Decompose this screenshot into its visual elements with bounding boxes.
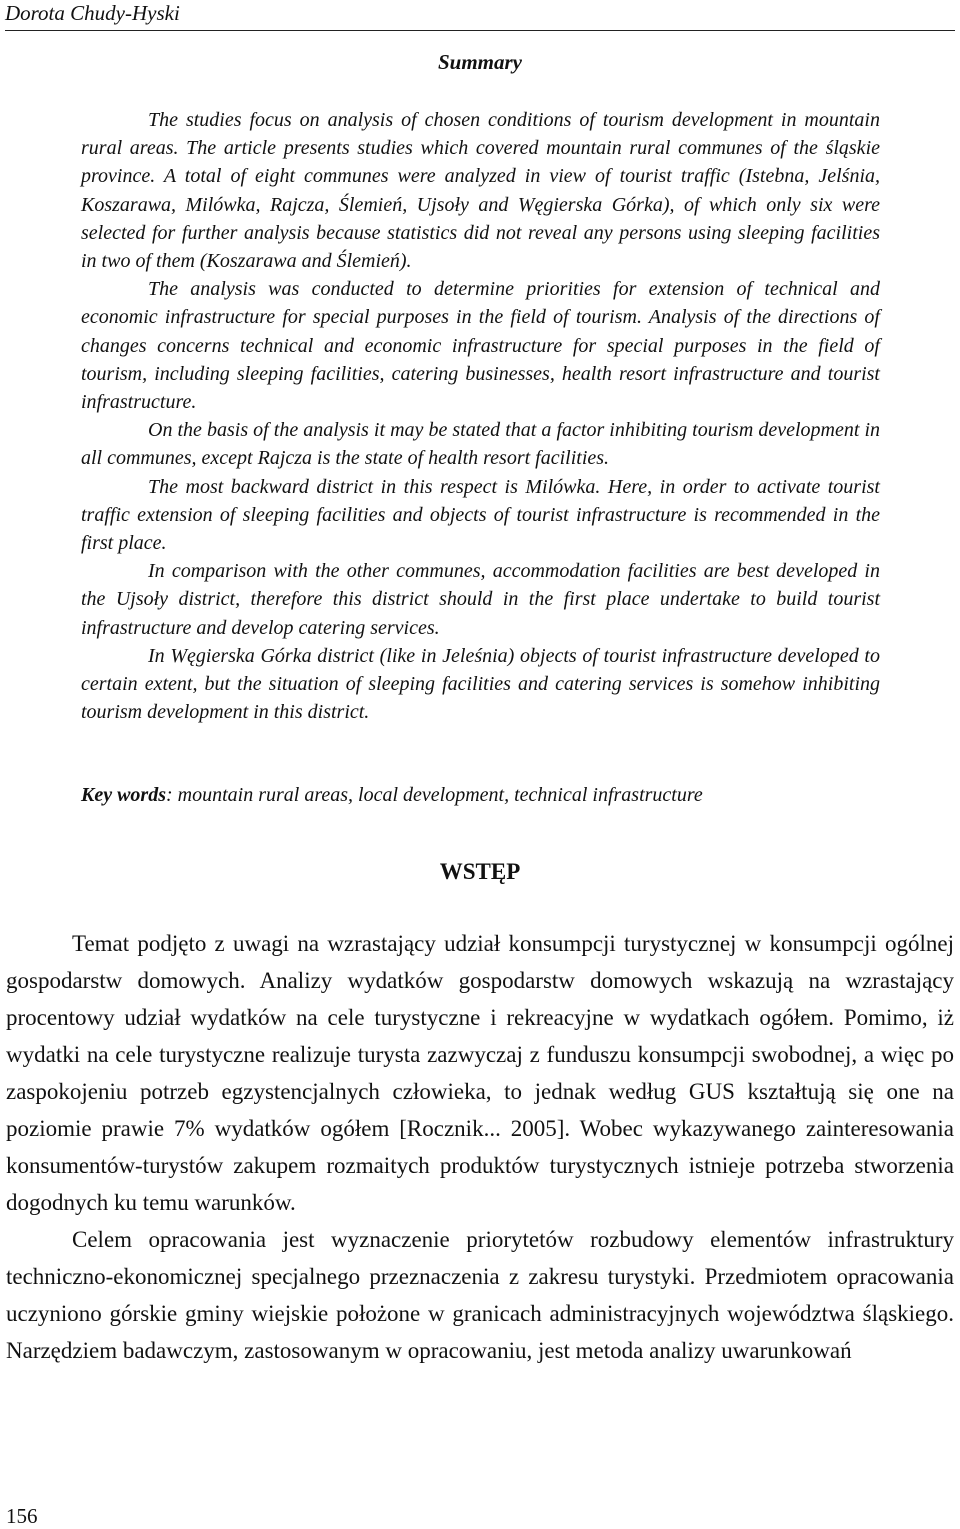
abstract <box>81 106 880 726</box>
page-number: 156 <box>6 1504 38 1528</box>
keywords-label: Key words <box>81 784 166 806</box>
body-text <box>6 925 954 1369</box>
abstract-paragraph: On the basis of the analysis it may be stated that a factor inhibiting tourism development in all communes, except Rajcza is the state of health resort facilities. <box>81 419 880 470</box>
keywords <box>81 781 880 809</box>
page-header <box>5 0 955 31</box>
abstract-paragraph: The most backward district in this respect is Milówka. Here, in order to activate tourist traffic extension of sleeping facilities and objects of tourist infrastructure is recommended in the first place. <box>81 475 880 555</box>
keywords-text: : mountain rural areas, local development, technical infrastructure <box>166 784 703 806</box>
section-title: WSTĘP <box>439 859 521 884</box>
abstract-paragraph: In Węgierska Górka district (like in Jeleśnia) objects of tourist infrastructure developed to certain extent, but the situation of sleeping facilities and catering services is somehow inhibiting tourism development in this district. <box>81 644 880 724</box>
summary-title: Summary <box>437 50 523 74</box>
abstract-paragraph: In comparison with the other communes, accommodation facilities are best developed in the Ujsoły district, therefore this district should in the first place undertake to build tourist infrastructure and develop catering services. <box>81 560 880 639</box>
body-paragraph: Temat podjęto z uwagi na wzrastający udział konsumpcji turystycznej w konsumpcji ogólnej gospodarstw domowych. Analizy wydatków gospodarstw domowych wskazują na wzrastający procentowy udział wydatków na cele turystyczne i rekreacyjne w wydatkach ogółem. Pomimo, iż wydatki na cele turystyczne realizuje turysta zazwyczaj z funduszu konsumpcji swobodnej, a więc po zaspokojeniu potrzeb egzystencjalnych człowieka, to jednak według GUS kształtują się one na poziomie prawie 7% wydatków ogółem [Rocznik... 2005]. Wobec wykazywanego zainteresowania konsumentów-turystów zakupem rozmaitych produktów turystycznych istnieje potrzeba stworzenia dogodnych ku temu warunków. <box>6 931 954 1215</box>
abstract-paragraph: The analysis was conducted to determine priorities for extension of technical and economic infrastructure for special purposes in the field of tourism. Analysis of the directions of changes concerns technical and economic infrastructure for special purposes in the field of tourism, including sleeping facilities, catering businesses, health resort infrastructure and tourist infrastructure. <box>81 278 880 414</box>
running-head: Dorota Chudy-Hyski <box>5 1 180 25</box>
body-paragraph: Celem opracowania jest wyznaczenie priorytetów rozbudowy elementów infrastruktury techniczno-ekonomicznej specjalnego przeznaczenia z zakresu turystyki. Przedmiotem opracowania uczyniono górskie gminy wiejskie położone w granicach administracyjnych województwa śląskiego. Narzędziem badawczym, zastosowanym w opracowaniu, jest metoda analizy uwarunkowań <box>6 1227 954 1363</box>
abstract-paragraph: The studies focus on analysis of chosen conditions of tourism development in mountain rural areas. The article presents studies which covered mountain rural communes of the śląskie province. A total of eight communes were analyzed in view of tourist traffic (Istebna, Jelśnia, Koszarawa, Milówka, Rajcza, Ślemień, Ujsoły and Węgierska Górka), of which only six were selected for further analysis because statistics did not reveal any persons using sleeping facilities in two of them (Koszarawa and Ślemień). <box>81 109 880 273</box>
